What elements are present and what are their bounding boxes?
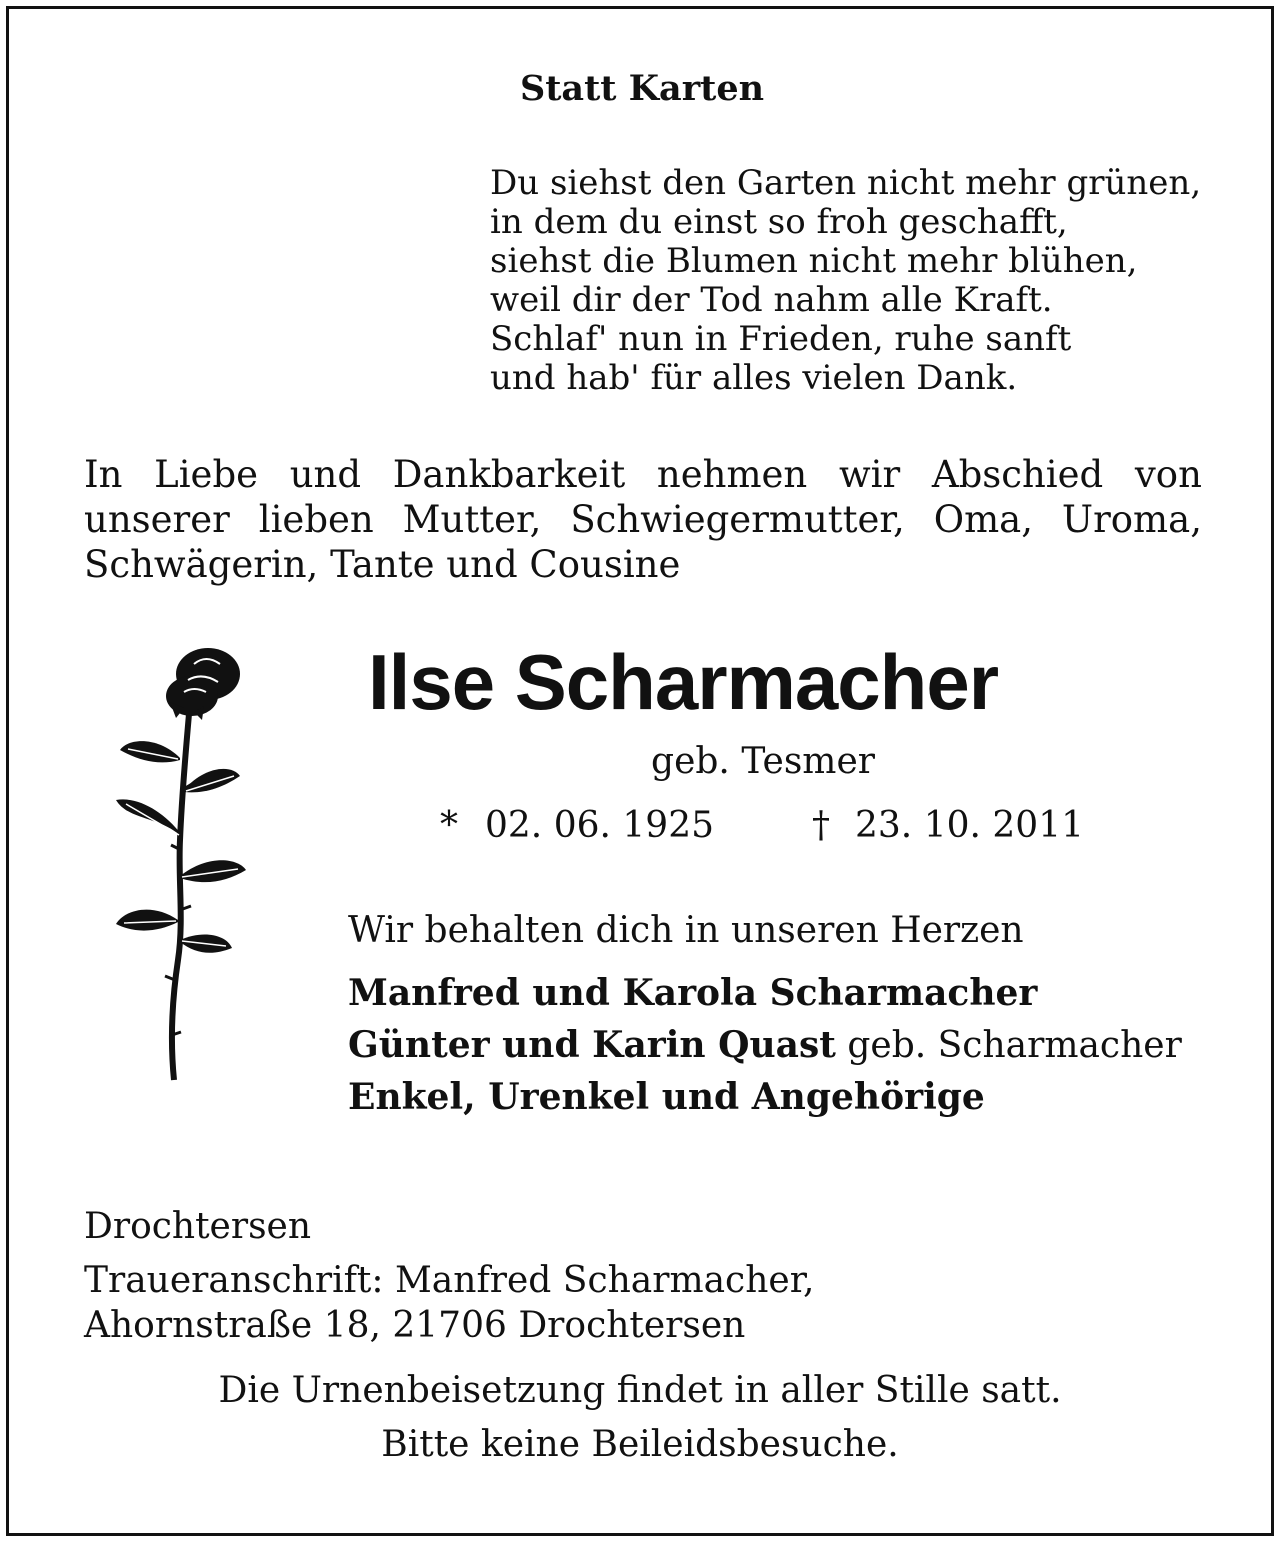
poem-line: und hab' für alles vielen Dank. (490, 358, 1018, 398)
closing-line-2: Bitte keine Beileidsbesuche. (381, 1424, 899, 1465)
poem-line: Schlaf' nun in Frieden, ruhe sanft (490, 319, 1072, 359)
mourner-line-2: Günter und Karin Quast geb. Scharmacher (348, 1024, 1182, 1066)
death-date: 23. 10. 2011 (855, 805, 1085, 846)
mourners-intro: Wir behalten dich in unseren Herzen (348, 910, 1024, 951)
address-line-1: Traueranschrift: Manfred Scharmacher, (84, 1260, 815, 1301)
notice-header: Statt Karten (519, 68, 765, 109)
town: Drochtersen (84, 1206, 312, 1247)
mourner-line-1: Manfred und Karola Scharmacher (348, 972, 1038, 1014)
deceased-name: Ilse Scharmacher (368, 638, 999, 726)
mourner-line-3: Enkel, Urenkel und Angehörige (348, 1076, 985, 1118)
death-symbol: † (812, 805, 830, 846)
poem-line: siehst die Blumen nicht mehr blühen, (490, 241, 1138, 281)
intro-line-3: Schwägerin, Tante und Cousine (84, 543, 681, 586)
birth-name: geb. Tesmer (651, 741, 875, 782)
address-line-2: Ahornstraße 18, 21706 Drochtersen (84, 1305, 746, 1346)
poem-line: weil dir der Tod nahm alle Kraft. (490, 280, 1053, 320)
intro-line-1: In Liebe und Dankbarkeit nehmen wir Abschied von (84, 453, 1202, 496)
birth-symbol: * (440, 805, 458, 846)
poem-line: Du siehst den Garten nicht mehr grünen, (490, 163, 1202, 203)
poem-line: in dem du einst so froh geschafft, (490, 202, 1068, 242)
rose-icon (108, 640, 258, 1090)
poem (490, 164, 1201, 398)
birth-date: 02. 06. 1925 (485, 805, 715, 846)
intro-text (84, 452, 1202, 587)
closing-line-1: Die Urnenbeisetzung findet in aller Stille satt. (218, 1370, 1062, 1411)
intro-line-2: unserer lieben Mutter, Schwiegermutter, Oma, Uroma, (84, 498, 1202, 541)
